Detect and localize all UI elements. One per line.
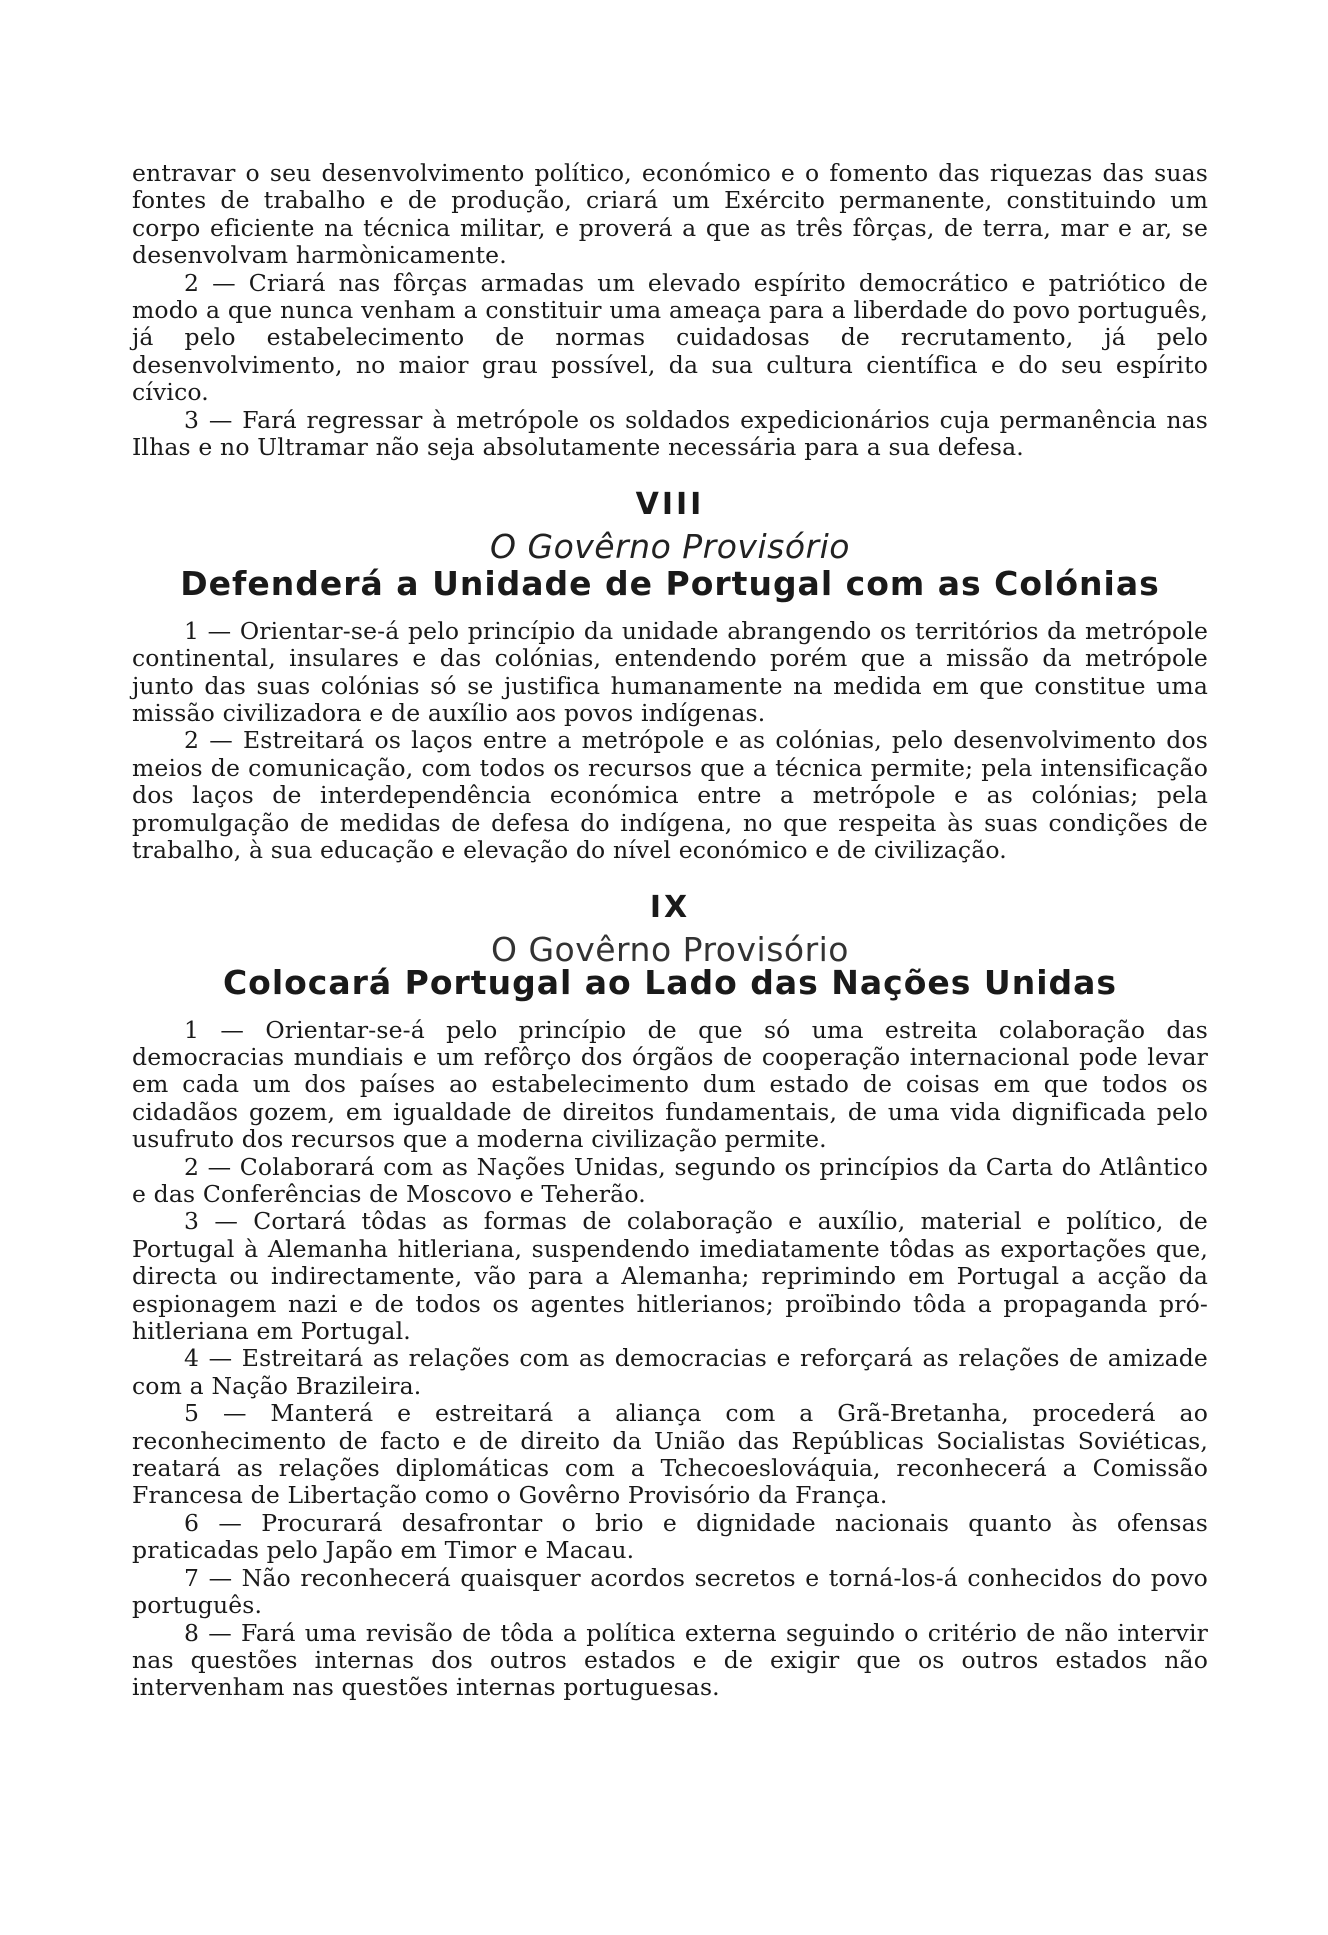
section-ix-paragraph-7: 7 — Não reconhecerá quaisquer acordos secretos e torná-los-á conhecidos do povo português. — [132, 1563, 1208, 1620]
intro-paragraph-3: 3 — Fará regressar à metrópole os soldados expedicionários cuja permanência nas Ilhas e no Ultramar não seja absolutamente necessária para a sua defesa. — [132, 405, 1208, 462]
intro-paragraph-2: 2 — Criará nas fôrças armadas um elevado espírito democrático e patriótico de modo a que nunca venham a constituir uma ameaça para a liberdade do povo português, já pelo estabelecimento de normas cuidadosas de recrutamento, já pelo desenvolvimento, no maior grau possível, da sua cultura científica e do seu espírito cívico. — [132, 268, 1208, 407]
section-viii-subtitle: O Govêrno Provisório — [490, 526, 850, 566]
section-ix-subtitle: O Govêrno Provisório — [491, 929, 849, 969]
section-viii-paragraph-1: 1 — Orientar-se-á pelo princípio da unidade abrangendo os territórios da metrópole continental, insulares e das colónias, entendendo porém que a missão da metrópole junto das suas colónias só se justifica humanamente na medida em que constitue uma missão civilizadora e de auxílio aos povos indígenas. — [132, 616, 1208, 727]
section-ix-heading: Colocará Portugal ao Lado das Nações Unidas — [222, 963, 1118, 1003]
section-ix-paragraph-8: 8 — Fará uma revisão de tôda a política externa seguindo o critério de não intervir nas questões internas dos outros estados e de exigir que os outros estados não intervenham nas questões internas portuguesas. — [132, 1618, 1208, 1702]
intro-paragraph-1: entravar o seu desenvolvimento político, económico e o fomento das riquezas das suas fontes de trabalho e de produção, criará um Exército permanente, constituindo um corpo eficiente na técnica militar, e proverá a que as três fôrças, de terra, mar e ar, se desenvolvam harmònicamente. — [132, 159, 1208, 270]
section-ix-paragraph-6: 6 — Procurará desafrontar o brio e dignidade nacionais quanto às ofensas praticadas pelo Japão em Timor e Macau. — [132, 1508, 1208, 1565]
section-ix-paragraph-4: 4 — Estreitará as relações com as democracias e reforçará as relações de amizade com a Nação Brazileira. — [132, 1344, 1208, 1400]
section-ix-paragraph-3: 3 — Cortará tôdas as formas de colaboração e auxílio, material e político, de Portugal à Alemanha hitleriana, suspendendo imediatamente tôdas as exportações que, directa ou indirectamente, vão para a Alemanha; reprimindo em Portugal a acção da espionagem nazi e de todos os agentes hitlerianos; proïbindo tôda a propaganda pró-hitleriana em Portugal. — [132, 1207, 1208, 1346]
section-viii-paragraph-2: 2 — Estreitará os laços entre a metrópole e as colónias, pelo desenvolvimento dos meios de comunicação, com todos os recursos que a técnica permite; pela intensificação dos laços de interdependência económica entre a metrópole e as colónias; pela promulgação de medidas de defesa do indígena, no que respeita às suas condições de trabalho, à sua educação e elevação do nível económico e de civilização. — [132, 726, 1208, 864]
section-ix-paragraph-5: 5 — Manterá e estreitará a aliança com a Grã-Bretanha, procederá ao reconhecimento de facto e de direito da União das Repúblicas Socialistas Soviéticas, reatará as relações diplomáticas com a Tchecoeslováquia, reconhecerá a Comissão Francesa de Libertação como o Govêrno Provisório da França. — [132, 1399, 1208, 1510]
section-viii-numeral: VIII — [635, 487, 705, 523]
section-viii-heading: Defenderá a Unidade de Portugal com as Colónias — [180, 564, 1160, 604]
section-ix-numeral: IX — [649, 890, 691, 926]
section-ix-paragraph-1: 1 — Orientar-se-á pelo princípio de que só uma estreita colaboração das democracias mundiais e um refôrço dos órgãos de cooperação internacional pode levar em cada um dos países ao estabelecimento dum estado de coisas em que todos os cidadãos gozem, em igualdade de direitos fundamentais, de uma vida dignificada pelo usufruto dos recursos que a moderna civilização permite. — [132, 1015, 1208, 1154]
document-body — [132, 160, 1208, 1702]
section-ix-paragraph-2: 2 — Colaborará com as Nações Unidas, segundo os princípios da Carta do Atlântico e das Conferências de Moscovo e Teherão. — [132, 1152, 1208, 1208]
